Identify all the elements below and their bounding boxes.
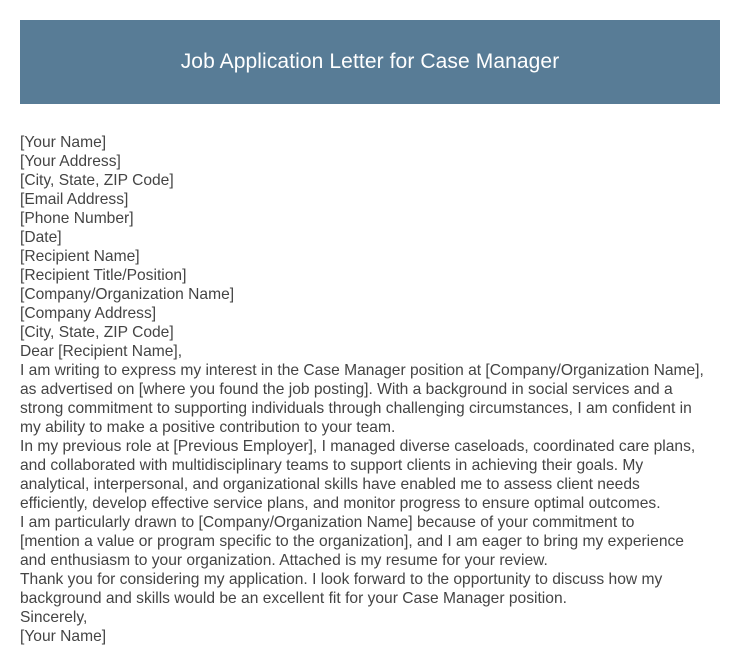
letter-body xyxy=(20,133,725,646)
recipient-block xyxy=(20,247,725,342)
paragraph-line: [mention a value or program specific to the organization], and I am eager to bring my experience xyxy=(20,533,684,550)
sender-address: [Your Address] xyxy=(20,153,121,170)
paragraph-line: analytical, interpersonal, and organizational skills have enabled me to assess client needs xyxy=(20,476,640,493)
recipient-company: [Company/Organization Name] xyxy=(20,286,235,303)
paragraph-line: In my previous role at [Previous Employer], I managed diverse caseloads, coordinated care plans, xyxy=(20,438,696,455)
paragraph-line: strong commitment to supporting individuals through challenging circumstances, I am confident in xyxy=(20,400,692,417)
sender-phone: [Phone Number] xyxy=(20,210,134,227)
sender-block xyxy=(20,133,725,247)
page-title: Job Application Letter for Case Manager xyxy=(180,50,560,73)
paragraph-line: and enthusiasm to your organization. Attached is my resume for your review. xyxy=(20,552,548,569)
header-banner xyxy=(20,20,720,104)
paragraph-line: as advertised on [where you found the job posting]. With a background in social services and a xyxy=(20,381,673,398)
paragraph-intro xyxy=(20,361,725,437)
paragraph-line: efficiently, develop effective service plans, and monitor progress to ensure optimal outcomes. xyxy=(20,495,661,512)
sender-email: [Email Address] xyxy=(20,191,129,208)
salutation: Dear [Recipient Name], xyxy=(20,343,183,360)
signature: [Your Name] xyxy=(20,628,107,645)
paragraph-line: Thank you for considering my application. I look forward to the opportunity to discuss how my xyxy=(20,571,663,588)
letter-date: [Date] xyxy=(20,229,62,246)
paragraph-line: and collaborated with multidisciplinary teams to support clients in achieving their goals. My xyxy=(20,457,644,474)
sender-city-state-zip: [City, State, ZIP Code] xyxy=(20,172,174,189)
paragraph-experience xyxy=(20,437,725,513)
paragraph-line: I am writing to express my interest in the Case Manager position at [Company/Organization Name], xyxy=(20,362,704,379)
paragraph-closing xyxy=(20,570,725,608)
recipient-name: [Recipient Name] xyxy=(20,248,140,265)
paragraph-motivation xyxy=(20,513,725,570)
paragraph-line: I am particularly drawn to [Company/Organization Name] because of your commitment to xyxy=(20,514,635,531)
paragraph-line: background and skills would be an excellent fit for your Case Manager position. xyxy=(20,590,567,607)
recipient-city-state-zip: [City, State, ZIP Code] xyxy=(20,324,174,341)
recipient-address: [Company Address] xyxy=(20,305,157,322)
paragraph-line: my ability to make a positive contribution to your team. xyxy=(20,419,396,436)
recipient-title: [Recipient Title/Position] xyxy=(20,267,187,284)
closing: Sincerely, xyxy=(20,609,88,626)
sender-name: [Your Name] xyxy=(20,134,107,151)
